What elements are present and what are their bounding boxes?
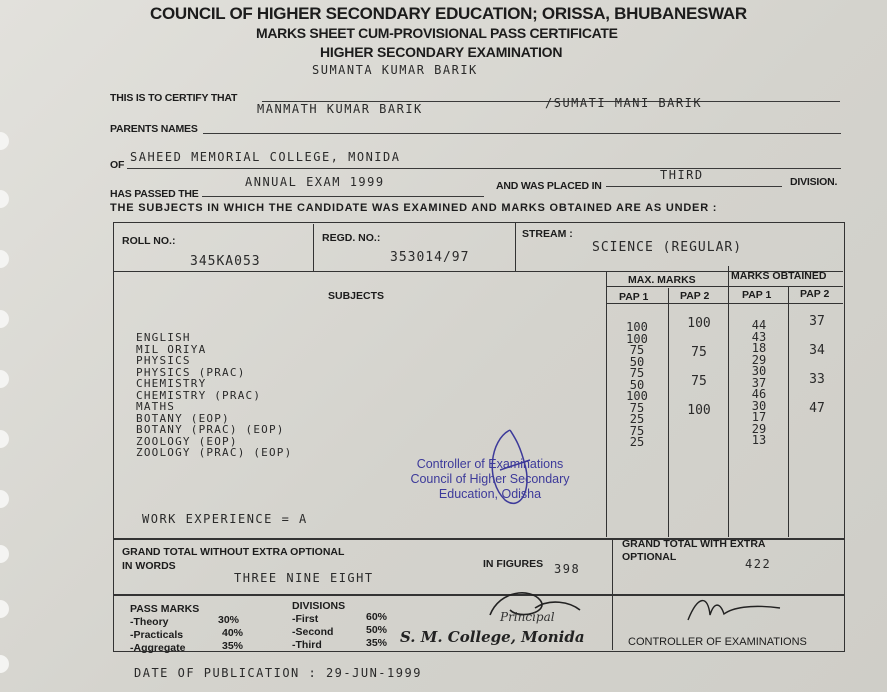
obt-pap2-header: PAP 2 [800, 288, 830, 300]
controller-stamp [385, 457, 595, 502]
mark-value: 37 [751, 375, 767, 390]
total-without-label: GRAND TOTAL WITHOUT EXTRA OPTIONAL [122, 546, 345, 558]
mark-value: 33 [809, 372, 825, 387]
divisions-title: DIVISIONS [292, 600, 346, 612]
pass-practicals-value: 40% [222, 627, 244, 639]
total-with-value: 422 [745, 557, 772, 571]
candidate-name: SUMANTA KUMAR BARIK [312, 63, 478, 77]
stream-value: SCIENCE (REGULAR) [592, 240, 743, 255]
exam-title: HIGHER SECONDARY EXAMINATION [320, 44, 563, 60]
mark-value: 30 [751, 364, 767, 378]
total-in-figures: 398 [554, 562, 581, 576]
regd-number: 353014/97 [390, 250, 470, 265]
mark-value: 25 [629, 412, 645, 426]
in-figures-label: IN FIGURES [483, 558, 544, 570]
pass-theory-label: -Theory [130, 616, 169, 628]
subject-row: PHYSICS [136, 354, 191, 367]
marks-obtained-header: MARKS OBTAINED [731, 270, 827, 282]
mark-value: 75 [629, 400, 645, 415]
passed-label: HAS PASSED THE [110, 188, 199, 200]
exam-name: ANNUAL EXAM 1999 [245, 175, 385, 189]
max-pap2-header: PAP 2 [680, 290, 710, 302]
pass-aggregate-label: -Aggregate [130, 642, 186, 654]
mark-value: 50 [629, 377, 645, 392]
subject-row: MIL ORIYA [136, 342, 207, 356]
mark-value: 13 [751, 433, 767, 447]
subject-row: MATHS [136, 400, 176, 413]
subject-row: BOTANY (EOP) [136, 411, 230, 425]
subject-row: ZOOLOGY (EOP) [136, 434, 238, 448]
regd-label: REGD. NO.: [322, 232, 381, 244]
subject-row: ZOOLOGY (PRAC) (EOP) [136, 446, 293, 459]
mark-value: 75 [691, 374, 707, 389]
max-pap1-header: PAP 1 [619, 291, 649, 303]
optional-label: OPTIONAL [622, 551, 677, 563]
mark-value: 17 [751, 410, 767, 424]
division-label: DIVISION. [790, 176, 838, 188]
pass-theory-value: 30% [218, 614, 240, 626]
roll-number: 345KA053 [190, 254, 261, 269]
mark-value: 75 [629, 343, 645, 357]
controller-label: CONTROLLER OF EXAMINATIONS [628, 636, 807, 648]
pass-practicals-label: -Practicals [130, 629, 184, 641]
work-experience: WORK EXPERIENCE = A [142, 512, 308, 526]
mark-value: 100 [687, 403, 711, 418]
mark-value: 46 [751, 387, 767, 401]
pass-aggregate-value: 35% [222, 640, 244, 652]
principal-label: Principal [500, 610, 555, 624]
mark-value: 25 [629, 435, 645, 449]
div-third-label: -Third [292, 639, 322, 651]
father-name: MANMATH KUMAR BARIK [257, 102, 423, 116]
subject-row: PHYSICS (PRAC) [136, 365, 246, 379]
mark-value: 29 [751, 352, 767, 367]
obt-pap1-column [735, 320, 783, 447]
obt-pap1-header: PAP 1 [742, 289, 772, 301]
college-stamp: S. M. College, Monida [400, 628, 585, 646]
subject-row: CHEMISTRY (PRAC) [136, 388, 262, 402]
subject-row: CHEMISTRY [136, 377, 207, 390]
subject-row: ENGLISH [136, 331, 191, 344]
parents-label: PARENTS NAMES [110, 123, 198, 135]
mark-value: 47 [809, 401, 825, 416]
stamp-line: Council of Higher Secondary [410, 472, 570, 486]
college-name: SAHEED MEMORIAL COLLEGE, MONIDA [130, 150, 401, 164]
placed-label: AND WAS PLACED IN [496, 180, 602, 192]
mother-name: /SUMATI MANI BARIK [545, 96, 703, 110]
mark-value: 37 [809, 314, 825, 329]
subjects-header: SUBJECTS [328, 290, 385, 302]
total-in-words: THREE NINE EIGHT [234, 571, 374, 585]
mark-value: 44 [751, 318, 767, 332]
certificate-subtitle: MARKS SHEET CUM-PROVISIONAL PASS CERTIFICATE [256, 25, 618, 41]
mark-value: 100 [626, 320, 648, 334]
publication-date: DATE OF PUBLICATION : 29-JUN-1999 [134, 666, 422, 680]
stamp-line: Education, Odisha [438, 487, 542, 501]
total-with-label: GRAND TOTAL WITH EXTRA [622, 538, 766, 550]
mark-value: 100 [687, 316, 711, 331]
mark-value: 34 [809, 343, 825, 358]
division-value: THIRD [660, 168, 704, 182]
div-second-value: 50% [366, 624, 388, 636]
div-first-value: 60% [366, 611, 388, 623]
div-first-label: -First [292, 613, 319, 625]
subjects-list [136, 332, 292, 459]
mark-value: 75 [691, 345, 707, 360]
mark-value: 100 [626, 389, 648, 403]
subjects-intro: THE SUBJECTS IN WHICH THE CANDIDATE WAS EXAMINED AND MARKS OBTAINED ARE AS UNDER : [110, 202, 718, 214]
mark-value: 100 [626, 331, 648, 346]
of-label: OF [110, 159, 125, 171]
subject-row: BOTANY (PRAC) (EOP) [136, 423, 285, 436]
controller-footer-signature [680, 590, 790, 630]
mark-value: 50 [629, 354, 645, 369]
mark-value: 75 [629, 366, 645, 380]
mark-value: 75 [629, 423, 645, 438]
in-words-label: IN WORDS [122, 560, 176, 572]
stamp-line: Controller of Examinations [416, 457, 564, 471]
mark-value: 30 [751, 398, 767, 413]
max-pap1-column [612, 322, 662, 449]
max-marks-header: MAX. MARKS [628, 274, 696, 286]
certify-label: THIS IS TO CERTIFY THAT [110, 92, 238, 104]
mark-value: 43 [751, 329, 767, 344]
max-pap2-column [675, 318, 723, 434]
mark-value: 18 [751, 341, 767, 355]
obt-pap2-column [795, 316, 839, 432]
mark-value: 29 [751, 421, 767, 436]
stream-label: STREAM : [522, 228, 573, 240]
roll-label: ROLL NO.: [122, 235, 176, 247]
div-second-label: -Second [292, 626, 334, 638]
council-title: COUNCIL OF HIGHER SECONDARY EDUCATION; ORISSA, BHUBANESWAR [150, 4, 747, 23]
div-third-value: 35% [366, 637, 388, 649]
pass-marks-title: PASS MARKS [130, 603, 200, 615]
